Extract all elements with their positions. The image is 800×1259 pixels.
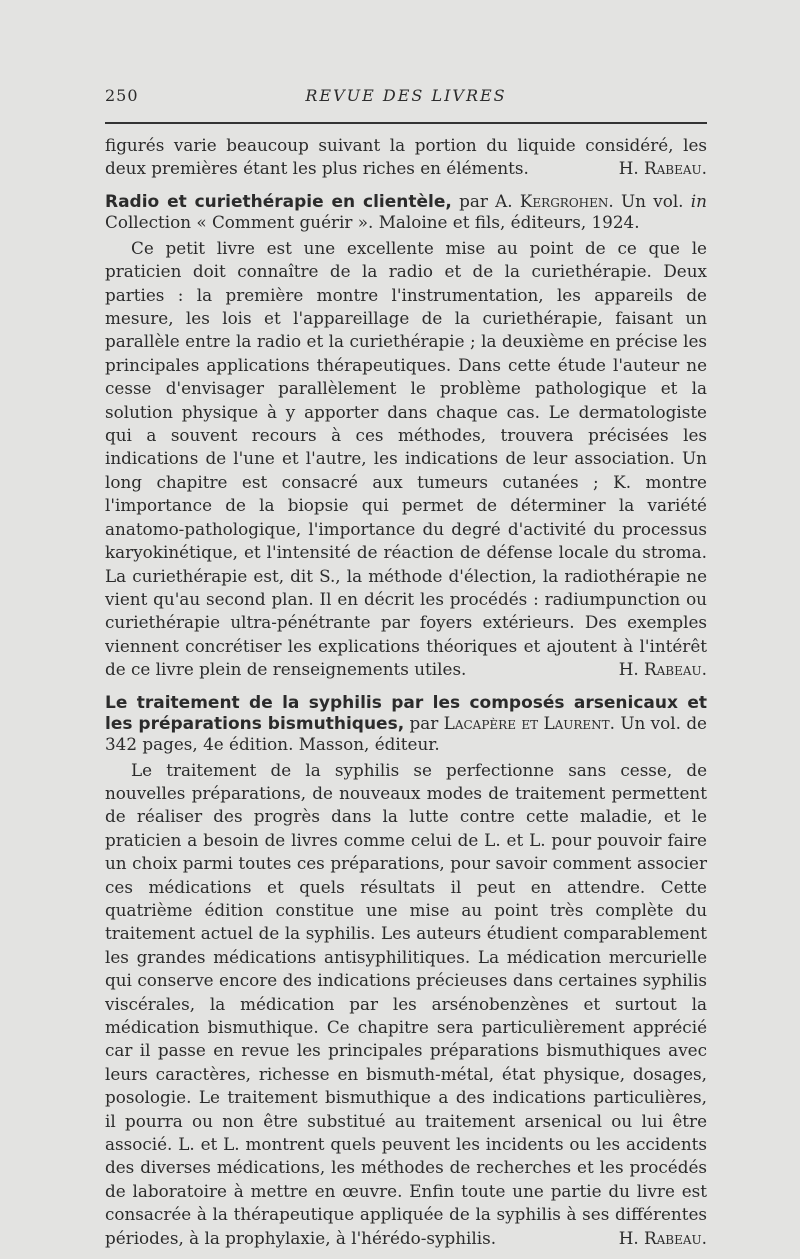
review1-details-a: . Un vol. <box>608 190 691 211</box>
review1-heading <box>105 191 707 232</box>
review1-title: Radio et curiethérapie en clientèle, <box>105 191 452 212</box>
review1-body <box>105 237 707 682</box>
review1-signature: H. Rabeau. <box>618 659 707 680</box>
review1-body-text: Ce petit livre est une excellente mise au point de ce que le praticien doit connaître de la radio et de la curiethérapie. Deux parties : la première montre l'instrumentation, les appareils de mesure, les lois et l'appareillage de la curiethérapie, faisant un parallèle entre la radio et la curiethérapie ; la deuxième en précise les principales applications thérapeutiques. Dans cette étude l'auteur ne cesse d'envisager parallèlement le problème pathologique et la solution physique à y apporter dans chaque cas. Le dermatologiste qui a souvent recours à ces méthodes, trouvera précisées les indications de l'une et l'autre, les indications de leur association. Un long chapitre est consacré aux tumeurs cutanées ; K. montre l'importance de la biopsie qui permet de déterminer la variété anatomo-pathologique, l'importance du degré d'activité du processus karyokinétique, et l'intensité de réaction de défense locale du stroma. La curiethérapie est, dit S., la méthode d'élection, la radiothérapie ne vient qu'au second plan. Il en décrit les procédés : radiumpunction ou curiethérapie ultra-pénétrante par foyers extérieurs. Des exemples viennent concrétiser les explications théoriques et ajoutent à l'intérêt de ce livre plein de renseignements utiles. <box>105 237 707 680</box>
review2-by: par <box>404 712 444 733</box>
running-head <box>105 86 707 116</box>
review1-by: par <box>451 190 496 211</box>
review2-details: . Un vol. de 342 pages, 4e édition. Masson, éditeur. <box>105 712 707 754</box>
header-rule <box>105 122 707 124</box>
review2-body <box>105 759 707 1251</box>
review1-in-word: in <box>690 190 707 211</box>
review2-body-text: Le traitement de la syphilis se perfectionne sans cesse, de nouvelles préparations, de nouveaux modes de traitement permettent de réaliser des progrès dans la lutte contre cette maladie, et le praticien a besoin de livres comme celui de L. et L. pour pouvoir faire un choix parmi toutes ces préparations, pour savoir comment associer ces médications et quels résultats il peut en attendre. Cette quatrième édition constitue une mise au point très complète du traitement actuel de la syphilis. Les auteurs étudient comparablement les grandes médications antisyphilitiques. La médication mercurielle qui conserve encore des indications précieuses dans certaines syphilis viscérales, la médication par les arsénobenzènes et surtout la médication bismuthique. Ce chapitre sera particulièrement apprécié car il passe en revue les principales préparations bismuthiques avec leurs caractères, richesse en bismuth-métal, état physique, dosages, posologie. Le traitement bismuthique a des indications particulières, il pourra ou non être substitué au traitement arsenical ou lui être associé. L. et L. montrent quels peuvent les incidents ou les accidents des diverses médications, les méthodes de recherches et les procédés de laboratoire à mettre en œuvre. Enfin toute une partie du livre est consacrée à la thérapeutique appliquée de la syphilis à ses différentes périodes, à la prophylaxie, à l'hérédo-syphilis. <box>105 759 707 1248</box>
review2-author: Lacapère et Laurent <box>443 712 610 733</box>
intro-paragraph <box>105 134 707 181</box>
review2-heading <box>105 692 707 754</box>
intro-signature: H. Rabeau. <box>618 158 707 179</box>
review1-details-b: Collection « Comment guérir ». Maloine et fils, éditeurs, 1924. <box>105 211 640 232</box>
review2-title: Le traitement de la syphilis par les composés arsenicaux et les préparations bismuthiques, <box>105 692 707 734</box>
intro-text: figurés varie beaucoup suivant la portion du liquide considéré, les deux premières étant les plus riches en éléments. <box>105 135 707 179</box>
review1-author: A. Kergrohen <box>495 190 609 211</box>
page-number: 250 <box>105 86 139 105</box>
review2-signature: H. Rabeau. <box>618 1227 707 1248</box>
journal-title: REVUE DES LIVRES <box>305 86 507 105</box>
